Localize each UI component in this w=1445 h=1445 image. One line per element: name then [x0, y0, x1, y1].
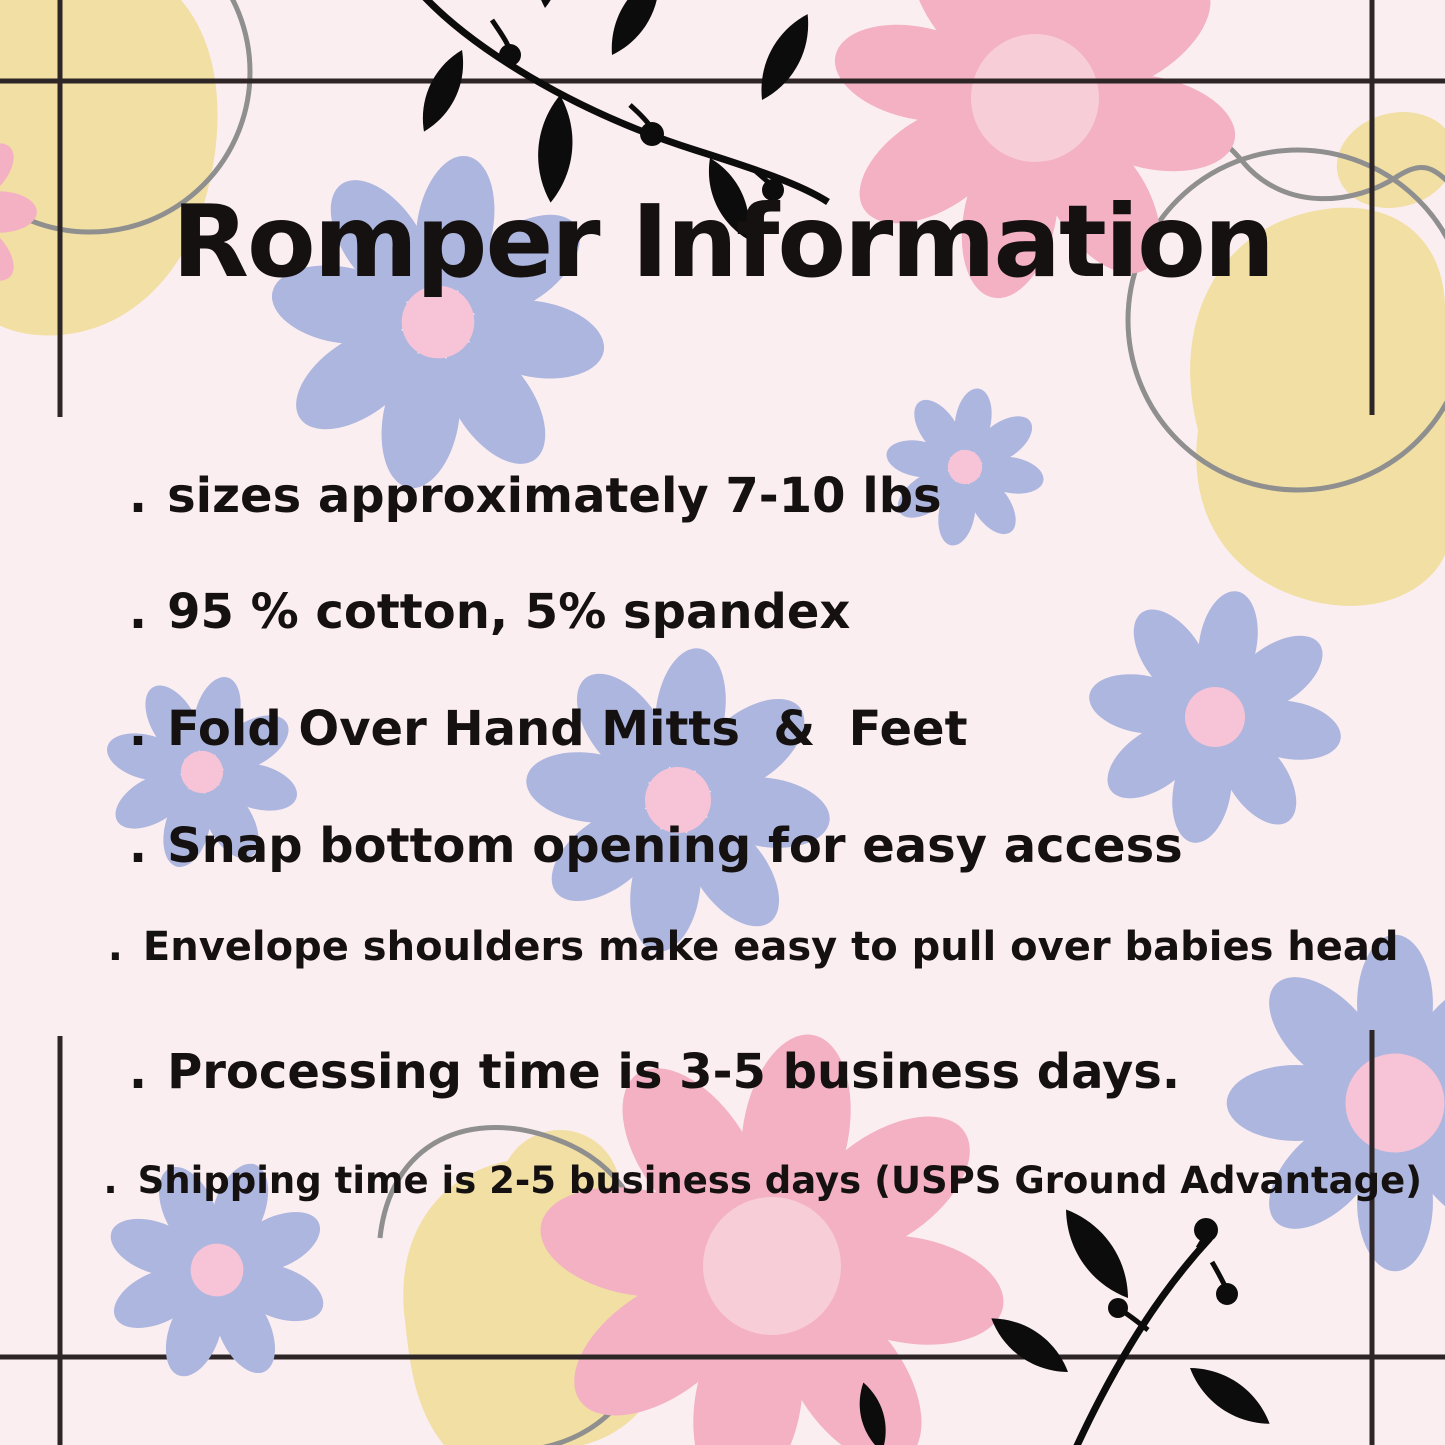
bullet-text: Snap bottom opening for easy access [167, 818, 1183, 874]
bullet-text: Envelope shoulders make easy to pull over babies head [142, 924, 1399, 970]
bullet-dot: . [128, 584, 148, 640]
bullet-dot: . [103, 1159, 118, 1202]
bullet-dot: . [128, 818, 148, 874]
bullet-text: 95 % cotton, 5% spandex [167, 584, 851, 640]
bullet-dot: . [128, 701, 148, 757]
bullet-dot: . [107, 924, 123, 970]
bullet-text: Processing time is 3-5 business days. [167, 1044, 1181, 1100]
page-title: Romper Information [171, 183, 1273, 300]
bullet-text: Fold Over Hand Mitts & Feet [167, 701, 968, 757]
bullet-text: Shipping time is 2-5 business days (USPS Ground Advantage) [137, 1159, 1423, 1202]
bullet-dot: . [128, 468, 148, 524]
bullet-dot: . [128, 1044, 148, 1100]
bullet-text: sizes approximately 7-10 lbs [167, 468, 942, 524]
yellow-blob-top-right [1092, 99, 1445, 606]
bullet-line-shipping [52, 1116, 1422, 1245]
